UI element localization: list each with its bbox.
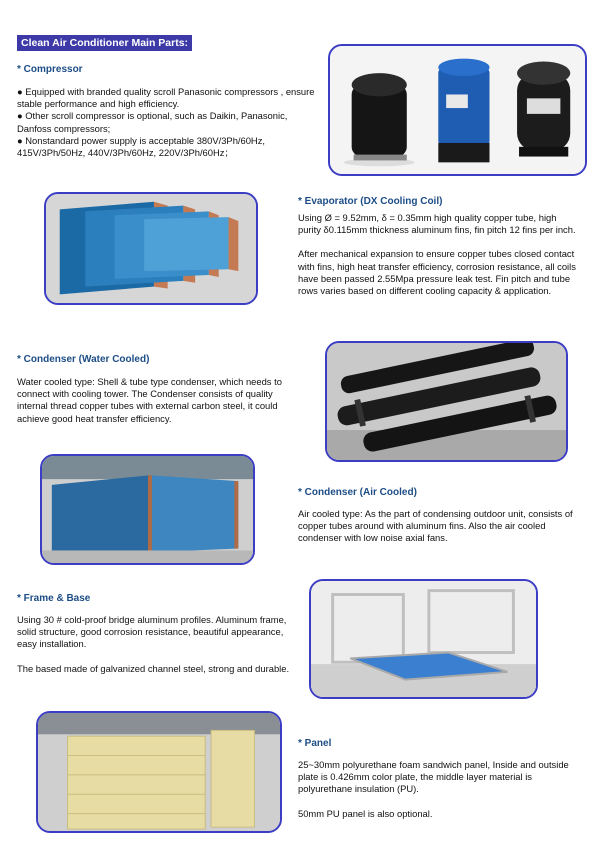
panel-paragraph: 25~30mm polyurethane foam sandwich panel, Inside and outside plate is 0.426mm color plate, the middle layer material is polyurethane insulation (PU). [298,759,569,795]
frame-base-photo [309,579,538,699]
condenser-water-text [17,376,299,425]
compressor-text [17,86,317,159]
condenser-air-paragraph: Air cooled type: As the part of condensing outdoor unit, consists of copper tubes around with aluminum fins. Also the air cooled condenser with low noise axial fans. [298,508,573,544]
compressor-bullet: ● Other scroll compressor is optional, such as Daikin, Panasonic, Danfoss compressors; [17,110,288,134]
compressor-photo [328,44,587,176]
evaporator-paragraph: After mechanical expansion to ensure copper tubes closed contact with fins, high heat transfer efficiency, corrosion resistance, all coils have been passed 2.55Mpa pressure leak test. Fin pitch and tube rows varies based on different cooling capacity & application. [298,248,576,297]
condenser-air-title: * Condenser (Air Cooled) [298,487,417,498]
compressor-bullet: ● Nonstandard power supply is acceptable 380V/3Ph/60Hz, 415V/3Ph/50Hz, 440V/3Ph/60Hz, 220V/3Ph/60Hz； [17,134,265,159]
condenser-water-paragraph: Water cooled type: Shell & tube type condenser, which needs to connect with cooling tower. The Condenser consists of quality internal thread copper tubes with external carbon steel, it could achieve good heat transfer efficiency. [17,376,282,424]
panel-photo [36,711,282,833]
evaporator-paragraph: Using Ø = 9.52mm, δ = 0.35mm high quality copper tube, high purity δ0.115mm thickness aluminum fins, fin pitch 12 fins per inch. [298,212,576,236]
condenser-air-text [298,508,580,545]
water-condenser-photo [325,341,568,462]
panel-text [298,759,580,820]
frame-text [17,614,297,675]
frame-title: * Frame & Base [17,593,91,604]
air-condenser-photo [40,454,255,565]
compressor-title: * Compressor [17,64,83,75]
condenser-water-title: * Condenser (Water Cooled) [17,354,150,365]
page-header: Clean Air Conditioner Main Parts: [17,35,192,51]
panel-paragraph: 50mm PU panel is also optional. [298,807,433,819]
frame-paragraph: The based made of galvanized channel steel, strong and durable. [17,662,290,674]
panel-title: * Panel [298,738,332,749]
evaporator-photo [44,192,258,305]
evaporator-title: * Evaporator (DX Cooling Coil) [298,196,443,207]
evaporator-text [298,212,580,297]
compressor-bullet: ● Equipped with branded quality scroll Panasonic compressors , ensure stable performance and high efficiency. [17,86,315,110]
frame-paragraph: Using 30 # cold-proof bridge aluminum profiles. Aluminum frame, solid structure, good corrosion resistance, beautiful appearance, easy installation. [17,614,287,650]
